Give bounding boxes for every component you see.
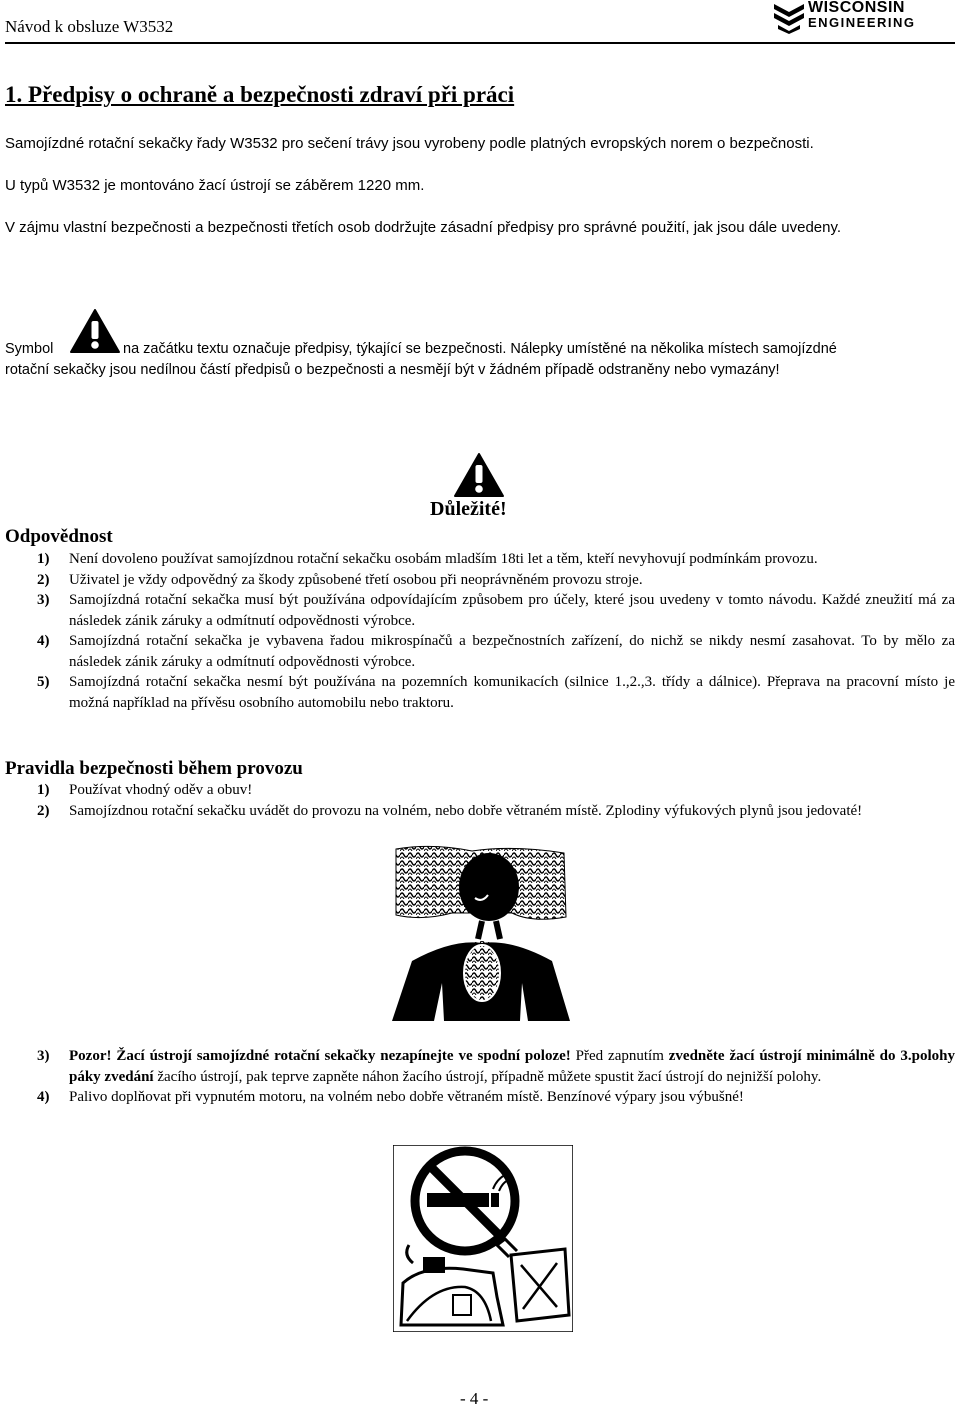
logo-line-1: WISCONSIN (808, 0, 905, 16)
intro-paragraph-1: Samojízdné rotační sekačky řady W3532 pro sečení trávy jsou vyrobeny podle platných evropských norem o bezpečnosti. (5, 135, 814, 152)
no-smoking-refuel-pictogram (393, 1145, 573, 1332)
list-item: 2) Samojízdnou rotační sekačku uvádět do provozu na volném, nebo dobře větraném místě. Zplodiny výfukových plynů jsou jedovaté! (37, 802, 863, 819)
list-item: 1) Není dovoleno používat samojízdnou rotační sekačku osobám mladším 18ti let a těm, kteří nevyhovují podmínkám provozu. (37, 551, 818, 567)
logo-emblem-icon (772, 0, 806, 34)
list-item: 3) Samojízdná rotační sekačka musí být používána odpovídajícím způsobem pro účely, které jsou uvedeny v tomto návodu. Každé zneužití má za následek zánik záruky a odmítnutí odpovědnosti výrobce. (37, 592, 955, 629)
responsibility-list (5, 549, 955, 713)
list-item: 1) Používat vhodný oděv a obuv! (37, 782, 253, 798)
symbol-word: Symbol (5, 341, 54, 357)
section-title: 1. Předpisy o ochraně a bezpečnosti zdraví při práci (5, 82, 515, 107)
symbol-note-line-2: rotační sekačky jsou nedílnou částí předpisů o bezpečnosti a nesmějí být v žádném případě odstraněny nebo vymazány! (5, 362, 780, 378)
responsibility-heading: Odpovědnost (5, 526, 113, 547)
list-item: 4) Palivo doplňovat při vypnutém motoru, na volném nebo dobře větraném místě. Benzínové výpary jsou výbušné! (37, 1089, 744, 1105)
wisconsin-logo (772, 0, 916, 36)
list-item: 3) Pozor! Žací ústrojí samojízdné rotační sekačky nezapínejte ve spodní poloze! Před zapnutím zvedněte žací ústrojí minimálně do 3.polohy páky zvedání žacího ústrojí, pak teprve zapněte náhon žacího ústrojí, případně můžete spustit žací ústrojí do nejnižší polohy. (37, 1048, 955, 1085)
exhaust-fumes-pictogram (392, 843, 570, 1023)
safety-list-a (5, 780, 955, 821)
important-warning-icon (453, 452, 505, 498)
list-item: 5) Samojízdná rotační sekačka nesmí být používána na pozemních komunikacích (silnice 1.,2.,3. třídy a dálnice). Přeprava na pracovní místo je možná například na přívěsu osobního automobilu nebo traktoru. (37, 674, 955, 711)
list-item: 4) Samojízdná rotační sekačka je vybavena řadou mikrospínačů a bezpečnostních zařízení, do nichž se nikdy nesmí zasahovat. To by mělo za následek zánik záruky a odmítnutí odpovědnosti výrobce. (37, 633, 955, 670)
document-title: Návod k obsluze W3532 (5, 17, 174, 36)
logo-line-2: ENGINEERING (808, 15, 916, 30)
list-item: 2) Uživatel je vždy odpovědný za škody způsobené třetí osobou při neoprávněném provozu stroje. (37, 571, 643, 588)
page-number: - 4 - (460, 1389, 489, 1408)
intro-paragraph-2: U typů W3532 je montováno žací ústrojí se záběrem 1220 mm. (5, 177, 425, 194)
safety-item-3 (5, 1046, 955, 1108)
header-divider (5, 42, 955, 44)
important-label: Důležité! (430, 498, 507, 520)
safety-heading: Pravidla bezpečnosti během provozu (5, 758, 303, 779)
symbol-note-text: na začátku textu označuje předpisy, týkající se bezpečnosti. Nálepky umístěné na několika místech samojízdné (123, 341, 837, 357)
warning-triangle-icon (69, 308, 121, 354)
intro-paragraph-3: V zájmu vlastní bezpečnosti a bezpečnosti třetích osob dodržujte zásadní předpisy pro správné použití, jak jsou dále uvedeny. (5, 219, 842, 236)
